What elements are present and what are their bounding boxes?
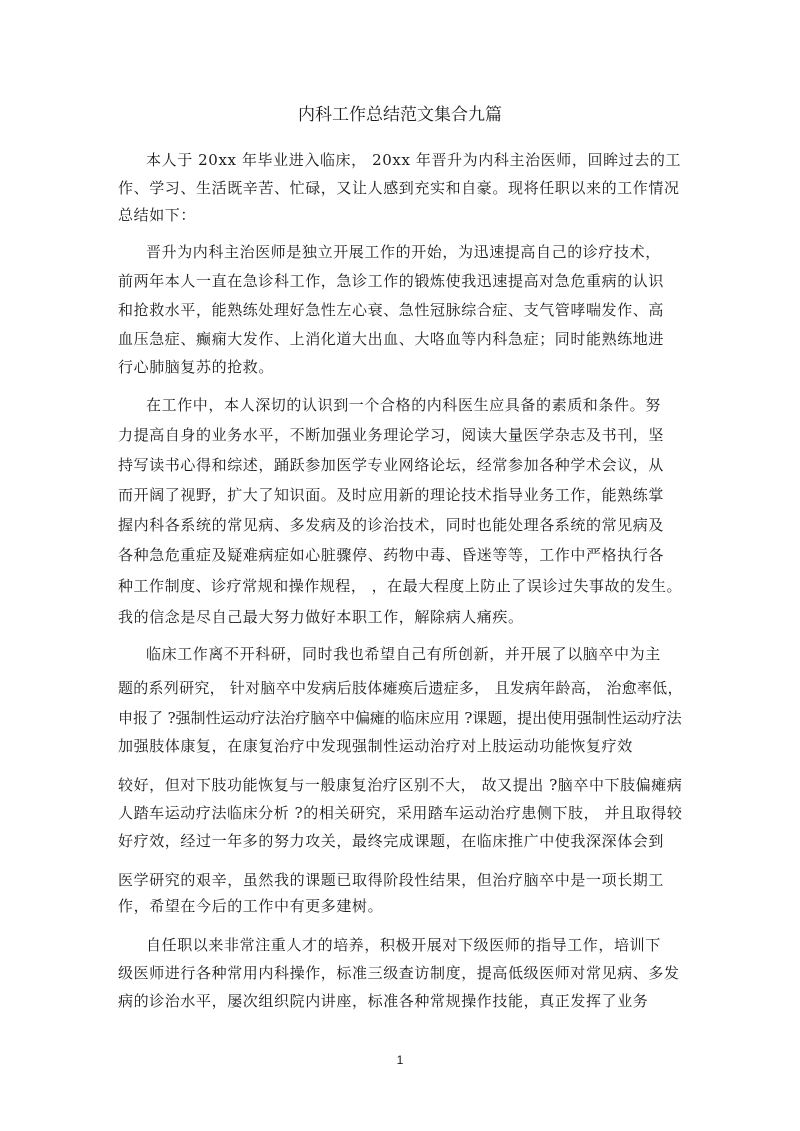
paragraph-5-line-1: 自任职以来非常注重人才的培养，积极开展对下级医师的指导工作，培训下	[146, 936, 661, 954]
paragraph-4-line-8: 医学研究的艰辛，虽然我的课题已取得阶段性结果，但治疗脑卒中是一项长期工	[118, 871, 665, 889]
paragraph-4-line-4: 加强肢体康复，在康复治疗中发现强制性运动治疗对上肢运动功能恢复疗效	[118, 737, 633, 755]
paragraph-4-line-3: 申报了 ?强制性运动疗法治疗脑卒中偏瘫的临床应用 ?课题，提出使用强制性运动疗法	[118, 709, 682, 727]
paragraph-4-line-6: 人踏车运动疗法临床分析 ?的相关研究，采用踏车运动治疗患侧下肢， 并且取得较	[118, 804, 683, 822]
paragraph-1-line-2: 作、学习、生活既辛苦、忙碌，又让人感到充实和自豪。现将任职以来的工作情况	[118, 179, 680, 197]
paragraph-4-line-7: 好疗效，经过一年多的努力攻关，最终完成课题，在临床推广中使我深深体会到	[118, 832, 665, 850]
paragraph-3-line-4: 而开阔了视野，扩大了知识面。及时应用新的理论技术指导业务工作，能熟练掌	[118, 486, 665, 504]
paragraph-2-line-1: 晋升为内科主治医师是独立开展工作的开始，为迅速提高自己的诊疗技术，	[146, 243, 661, 261]
paragraph-3-line-8: 我的信念是尽自己最大努力做好本职工作，解除病人痛疾。	[118, 608, 524, 626]
paragraph-3-line-6: 各种急危重症及疑难病症如心脏骤停、药物中毒、昏迷等等，工作中严格执行各	[118, 546, 665, 564]
paragraph-4-line-9: 作，希望在今后的工作中有更多建树。	[118, 897, 384, 915]
paragraph-4-line-1: 临床工作离不开科研，同时我也希望自己有所创新，并开展了以脑卒中为主	[146, 645, 661, 663]
paragraph-3-line-5: 握内科各系统的常见病、多发病及的诊治技术，同时也能处理各系统的常见病及	[118, 516, 665, 534]
paragraph-2-line-5: 行心肺脑复苏的抢救。	[118, 358, 275, 376]
paragraph-2-line-2: 前两年本人一直在急诊科工作，急诊工作的锻炼使我迅速提高对急危重病的认识	[118, 272, 665, 290]
paragraph-3-line-2: 力提高自身的业务水平，不断加强业务理论学习，阅读大量医学杂志及书刊，坚	[118, 426, 665, 444]
paragraph-4-line-5: 较好，但对下肢功能恢复与一般康复治疗区别不大， 故又提出 ?脑卒中下肢偏瘫病	[118, 776, 683, 794]
paragraph-2-line-4: 血压急症、癫痫大发作、上消化道大出血、大咯血等内科急症；同时能熟练地进	[118, 330, 665, 348]
paragraph-4-line-2: 题的系列研究， 针对脑卒中发病后肢体瘫痪后遗症多， 且发病年龄高， 治愈率低，	[118, 679, 683, 697]
paragraph-3-line-7: 种工作制度、诊疗常规和操作规程， ，在最大程度上防止了误诊过失事故的发生。	[118, 577, 683, 595]
page-number: 1	[396, 1053, 404, 1067]
document-title: 内科工作总结范文集合九篇	[298, 105, 502, 125]
paragraph-3-line-3: 持写读书心得和综述，踊跃参加医学专业网络论坛，经常参加各种学术会议，从	[118, 456, 665, 474]
paragraph-5-line-3: 病的诊治水平，屡次组织院内讲座，标准各种常规操作技能，真正发挥了业务	[118, 992, 649, 1010]
paragraph-1-line-3: 总结如下：	[118, 206, 197, 224]
paragraph-1-line-1: 本人于 20xx 年毕业进入临床， 20xx 年晋升为内科主治医师，回眸过去的工	[146, 151, 682, 169]
paragraph-2-line-3: 和抢救水平，能熟练处理好急性左心衰、急性冠脉综合症、支气管哮喘发作、高	[118, 301, 665, 319]
paragraph-3-line-1: 在工作中，本人深切的认识到一个合格的内科医生应具备的素质和条件。努	[146, 396, 661, 414]
paragraph-5-line-2: 级医师进行各种常用内科操作，标准三级查访制度，提高低级医师对常见病、多发	[118, 964, 680, 982]
